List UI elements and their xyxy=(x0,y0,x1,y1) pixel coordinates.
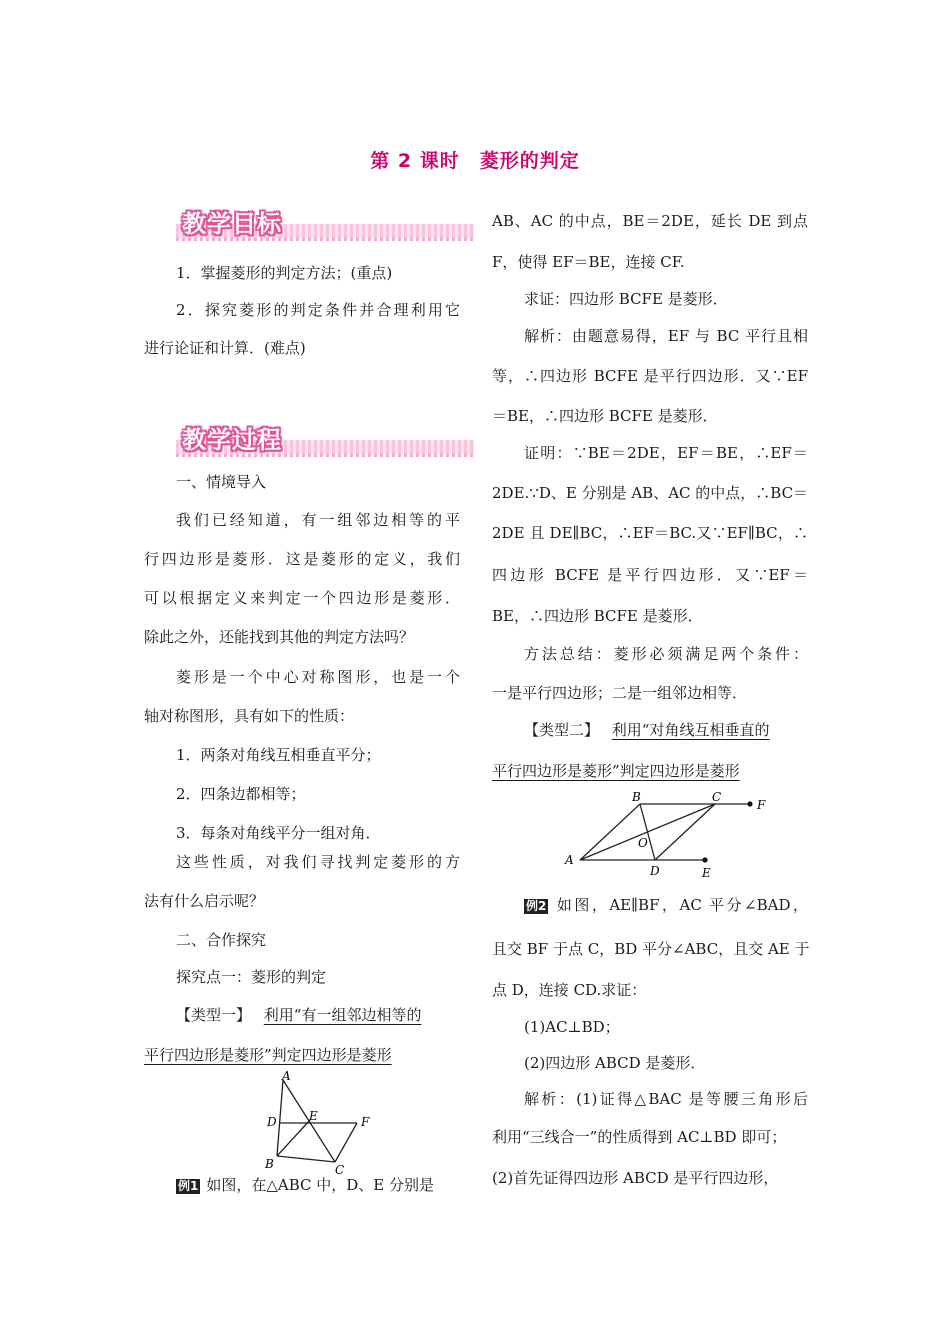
figure-2 xyxy=(560,790,780,880)
goal-2: 2．探究菱形的判定条件并合理利用它 xyxy=(176,301,460,319)
paragraph-line: 除此之外，还能找到其他的判定方法吗？ xyxy=(144,628,415,646)
paragraph-line: 探究点一：菱形的判定 xyxy=(176,968,327,986)
paragraph-line: 点 D，连接 CD.求证： xyxy=(492,981,647,999)
fig2-label-e: E xyxy=(702,866,711,880)
paragraph-line: 法有什么启示呢？ xyxy=(144,892,265,910)
fig1-label-a: A xyxy=(282,1069,291,1083)
paragraph-line: 等，∴四边形 BCFE 是平行四边形．又∵EF xyxy=(492,367,808,385)
goal-2-cont: 进行论证和计算．(难点) xyxy=(144,339,306,357)
paragraph-line: 2DE 且 DE∥BC，∴EF＝BC.又∵EF∥BC，∴ xyxy=(492,524,808,542)
banner-title: 教学过程 xyxy=(182,426,282,454)
paragraph-line: 方法总结：菱形必须满足两个条件： xyxy=(524,645,808,663)
paragraph-line: 求证：四边形 BCFE 是菱形． xyxy=(524,290,728,308)
figure-1 xyxy=(255,1068,385,1178)
paragraph-line: 二、合作探究 xyxy=(176,931,267,949)
paragraph-line: 且交 BF 于点 C，BD 平分∠ABC，且交 AE 于 xyxy=(492,940,810,958)
paragraph-line: 我们已经知道，有一组邻边相等的平 xyxy=(176,511,460,529)
paragraph-line: 2．四条边都相等； xyxy=(176,785,306,803)
paragraph-line: (1)AC⊥BD； xyxy=(524,1018,620,1036)
fig1-label-e: E xyxy=(309,1109,318,1123)
section-banner-process xyxy=(176,418,474,458)
paragraph-line: 行四边形是菱形．这是菱形的定义，我们 xyxy=(144,550,460,568)
banner-title: 教学目标 xyxy=(182,210,282,238)
example-tag: 例2 xyxy=(526,899,547,913)
example-2 xyxy=(524,894,808,915)
paragraph-line: 菱形是一个中心对称图形，也是一个 xyxy=(176,668,460,686)
paragraph-line: 轴对称图形，具有如下的性质： xyxy=(144,707,355,725)
fig2-label-c: C xyxy=(712,790,722,804)
fig1-label-b: B xyxy=(265,1157,274,1171)
fig2-label-f: F xyxy=(757,798,766,812)
fig2-label-a: A xyxy=(565,853,574,867)
type2-heading-cont: 平行四边形是菱形”判定四边形是菱形 xyxy=(492,762,740,780)
paragraph-line: (2)首先证得四边形 ABCD 是平行四边形， xyxy=(492,1169,779,1187)
fig1-label-d: D xyxy=(267,1115,277,1129)
paragraph-line: 2DE.∵D、E 分别是 AB、AC 的中点，∴BC＝ xyxy=(492,484,809,502)
example-tag: 例1 xyxy=(178,1179,199,1193)
type2-heading xyxy=(524,719,769,740)
paragraph-line: 利用“三线合一”的性质得到 AC⊥BD 即可； xyxy=(492,1128,787,1146)
paragraph-line: 可以根据定义来判定一个四边形是菱形． xyxy=(144,589,460,607)
fig1-label-c: C xyxy=(335,1163,345,1177)
fig2-label-b: B xyxy=(632,790,641,804)
example-text: 如图，在△ABC 中，D、E 分别是 xyxy=(206,1176,435,1194)
example-1 xyxy=(176,1174,434,1195)
example-text: 如图，AE∥BF，AC 平分∠BAD， xyxy=(554,896,808,914)
paragraph-line: 一是平行四边形；二是一组邻边相等． xyxy=(492,684,748,702)
fig2-label-d: D xyxy=(650,864,660,878)
paragraph-line: 3．每条对角线平分一组对角． xyxy=(176,824,381,842)
paragraph-line: 1．两条对角线互相垂直平分； xyxy=(176,746,381,764)
page-title: 第 2 课时 菱形的判定 xyxy=(370,150,580,172)
fig2-label-o: O xyxy=(638,836,648,850)
type-title: 利用“对角线互相垂直的 xyxy=(611,721,770,739)
paragraph-line: 四边形 BCFE 是平行四边形．又∵EF＝ xyxy=(492,566,808,584)
paragraph-line: (2)四边形 ABCD 是菱形． xyxy=(524,1054,706,1072)
paragraph-line: 这些性质，对我们寻找判定菱形的方 xyxy=(176,853,460,871)
paragraph-line: F，使得 EF＝BE，连接 CF. xyxy=(492,253,685,271)
type-tag: 【类型一】 xyxy=(176,1006,252,1024)
type-tag: 【类型二】 xyxy=(524,721,600,739)
section-banner-goals xyxy=(176,202,474,242)
goal-1: 1．掌握菱形的判定方法；(重点) xyxy=(176,264,393,282)
type1-heading xyxy=(176,1004,421,1025)
type-title: 利用“有一组邻边相等的 xyxy=(263,1006,422,1024)
paragraph-line: 证明：∵BE＝2DE，EF＝BE，∴EF＝ xyxy=(524,444,808,462)
paragraph-line: 一、情境导入 xyxy=(176,473,267,491)
paragraph-line: AB、AC 的中点，BE＝2DE，延长 DE 到点 xyxy=(492,212,808,230)
fig1-label-f: F xyxy=(361,1115,370,1129)
paragraph-line: 解析：由题意易得，EF 与 BC 平行且相 xyxy=(524,327,808,345)
paragraph-line: ＝BE，∴四边形 BCFE 是菱形． xyxy=(492,407,718,425)
type1-heading-cont: 平行四边形是菱形”判定四边形是菱形 xyxy=(144,1046,392,1064)
paragraph-line: 解析：(1)证得△BAC 是等腰三角形后 xyxy=(524,1090,808,1108)
paragraph-line: BE，∴四边形 BCFE 是菱形． xyxy=(492,607,703,625)
